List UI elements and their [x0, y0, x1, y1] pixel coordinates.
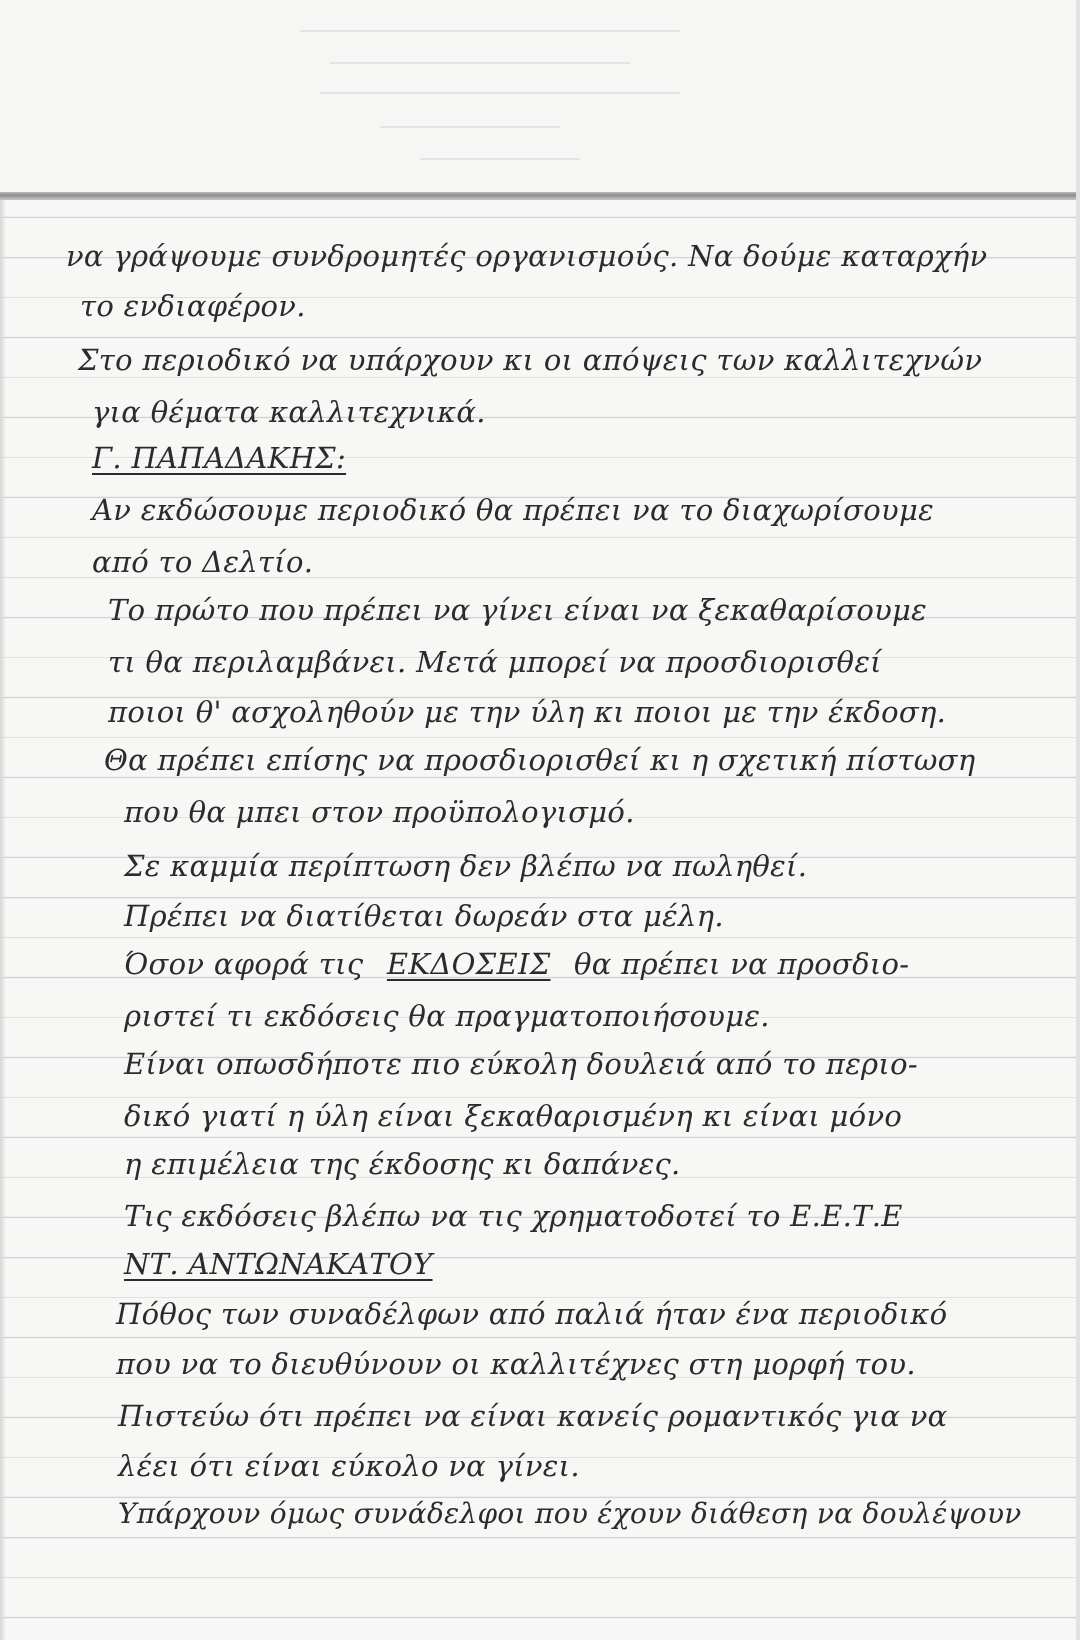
handwritten-line: Πρέπει να διατίθεται δωρεάν στα μέλη.	[124, 899, 724, 933]
handwritten-line: λέει ότι είναι εύκολο να γίνει.	[118, 1449, 580, 1483]
handwritten-line: Το πρώτο που πρέπει να γίνει είναι να ξεκαθαρίσουμε	[108, 593, 928, 627]
handwritten-line: τι θα περιλαμβάνει. Μετά μπορεί να προσδιορισθεί	[108, 645, 882, 679]
handwritten-line: Στο περιοδικό να υπάρχουν κι οι απόψεις των καλλιτεχνών	[78, 343, 983, 377]
handwritten-line: Τις εκδόσεις βλέπω να τις χρηματοδοτεί το Ε.Ε.Τ.Ε	[124, 1199, 903, 1233]
handwritten-line: ριστεί τι εκδόσεις θα πραγματοποιήσουμε.	[124, 999, 770, 1033]
handwritten-phrase: θα πρέπει να προσδιο-	[574, 947, 910, 981]
handwritten-line: ποιοι θ' ασχοληθούν με την ύλη κι ποιοι με την έκδοση.	[108, 695, 947, 729]
handwritten-line	[124, 944, 909, 984]
handwritten-line: δικό γιατί η ύλη είναι ξεκαθαρισμένη κι είναι μόνο	[124, 1099, 903, 1133]
handwritten-line: για θέματα καλλιτεχνικά.	[92, 395, 486, 429]
handwritten-line: που θα μπει στον προϋπολογισμό.	[124, 795, 635, 829]
handwritten-line: Υπάρχουν όμως συνάδελφοι που έχουν διάθεση να δουλέψουν	[118, 1497, 1022, 1530]
handwritten-line: Πόθος των συναδέλφων από παλιά ήταν ένα περιοδικό	[116, 1297, 948, 1331]
handwritten-line: από το Δελτίο.	[92, 545, 314, 579]
speaker-heading: ΝΤ. ΑΝΤΩΝΑΚΑΤΟΥ	[124, 1247, 433, 1281]
handwritten-line: Αν εκδώσουμε περιοδικό θα πρέπει να το διαχωρίσουμε	[92, 493, 934, 527]
handwritten-line: Θα πρέπει επίσης να προσδιορισθεί κι η σχετική πίστωση	[104, 743, 976, 777]
handwritten-line: να γράψουμε συνδρομητές οργανισμούς. Να δούμε καταρχήν	[66, 239, 988, 273]
emphasis-word: ΕΚΔΟΣΕΙΣ	[386, 947, 551, 981]
handwritten-line: το ενδιαφέρον.	[80, 289, 306, 323]
handwritten-line: Πιστεύω ότι πρέπει να είναι κανείς ρομαντικός για να	[118, 1399, 948, 1433]
handwritten-phrase: Όσον αφορά τις	[124, 947, 364, 981]
handwritten-line: η επιμέλεια της έκδοσης κι δαπάνες.	[124, 1147, 681, 1181]
handwritten-line: που να το διευθύνουν οι καλλιτέχνες στη μορφή του.	[116, 1347, 916, 1381]
speaker-heading: Γ. ΠΑΠΑΔΑΚΗΣ:	[92, 441, 347, 475]
handwritten-line: Είναι οπωσδήποτε πιο εύκολη δουλειά από το περιο-	[124, 1047, 918, 1081]
handwritten-line: Σε καμμία περίπτωση δεν βλέπω να πωληθεί.	[124, 849, 808, 883]
